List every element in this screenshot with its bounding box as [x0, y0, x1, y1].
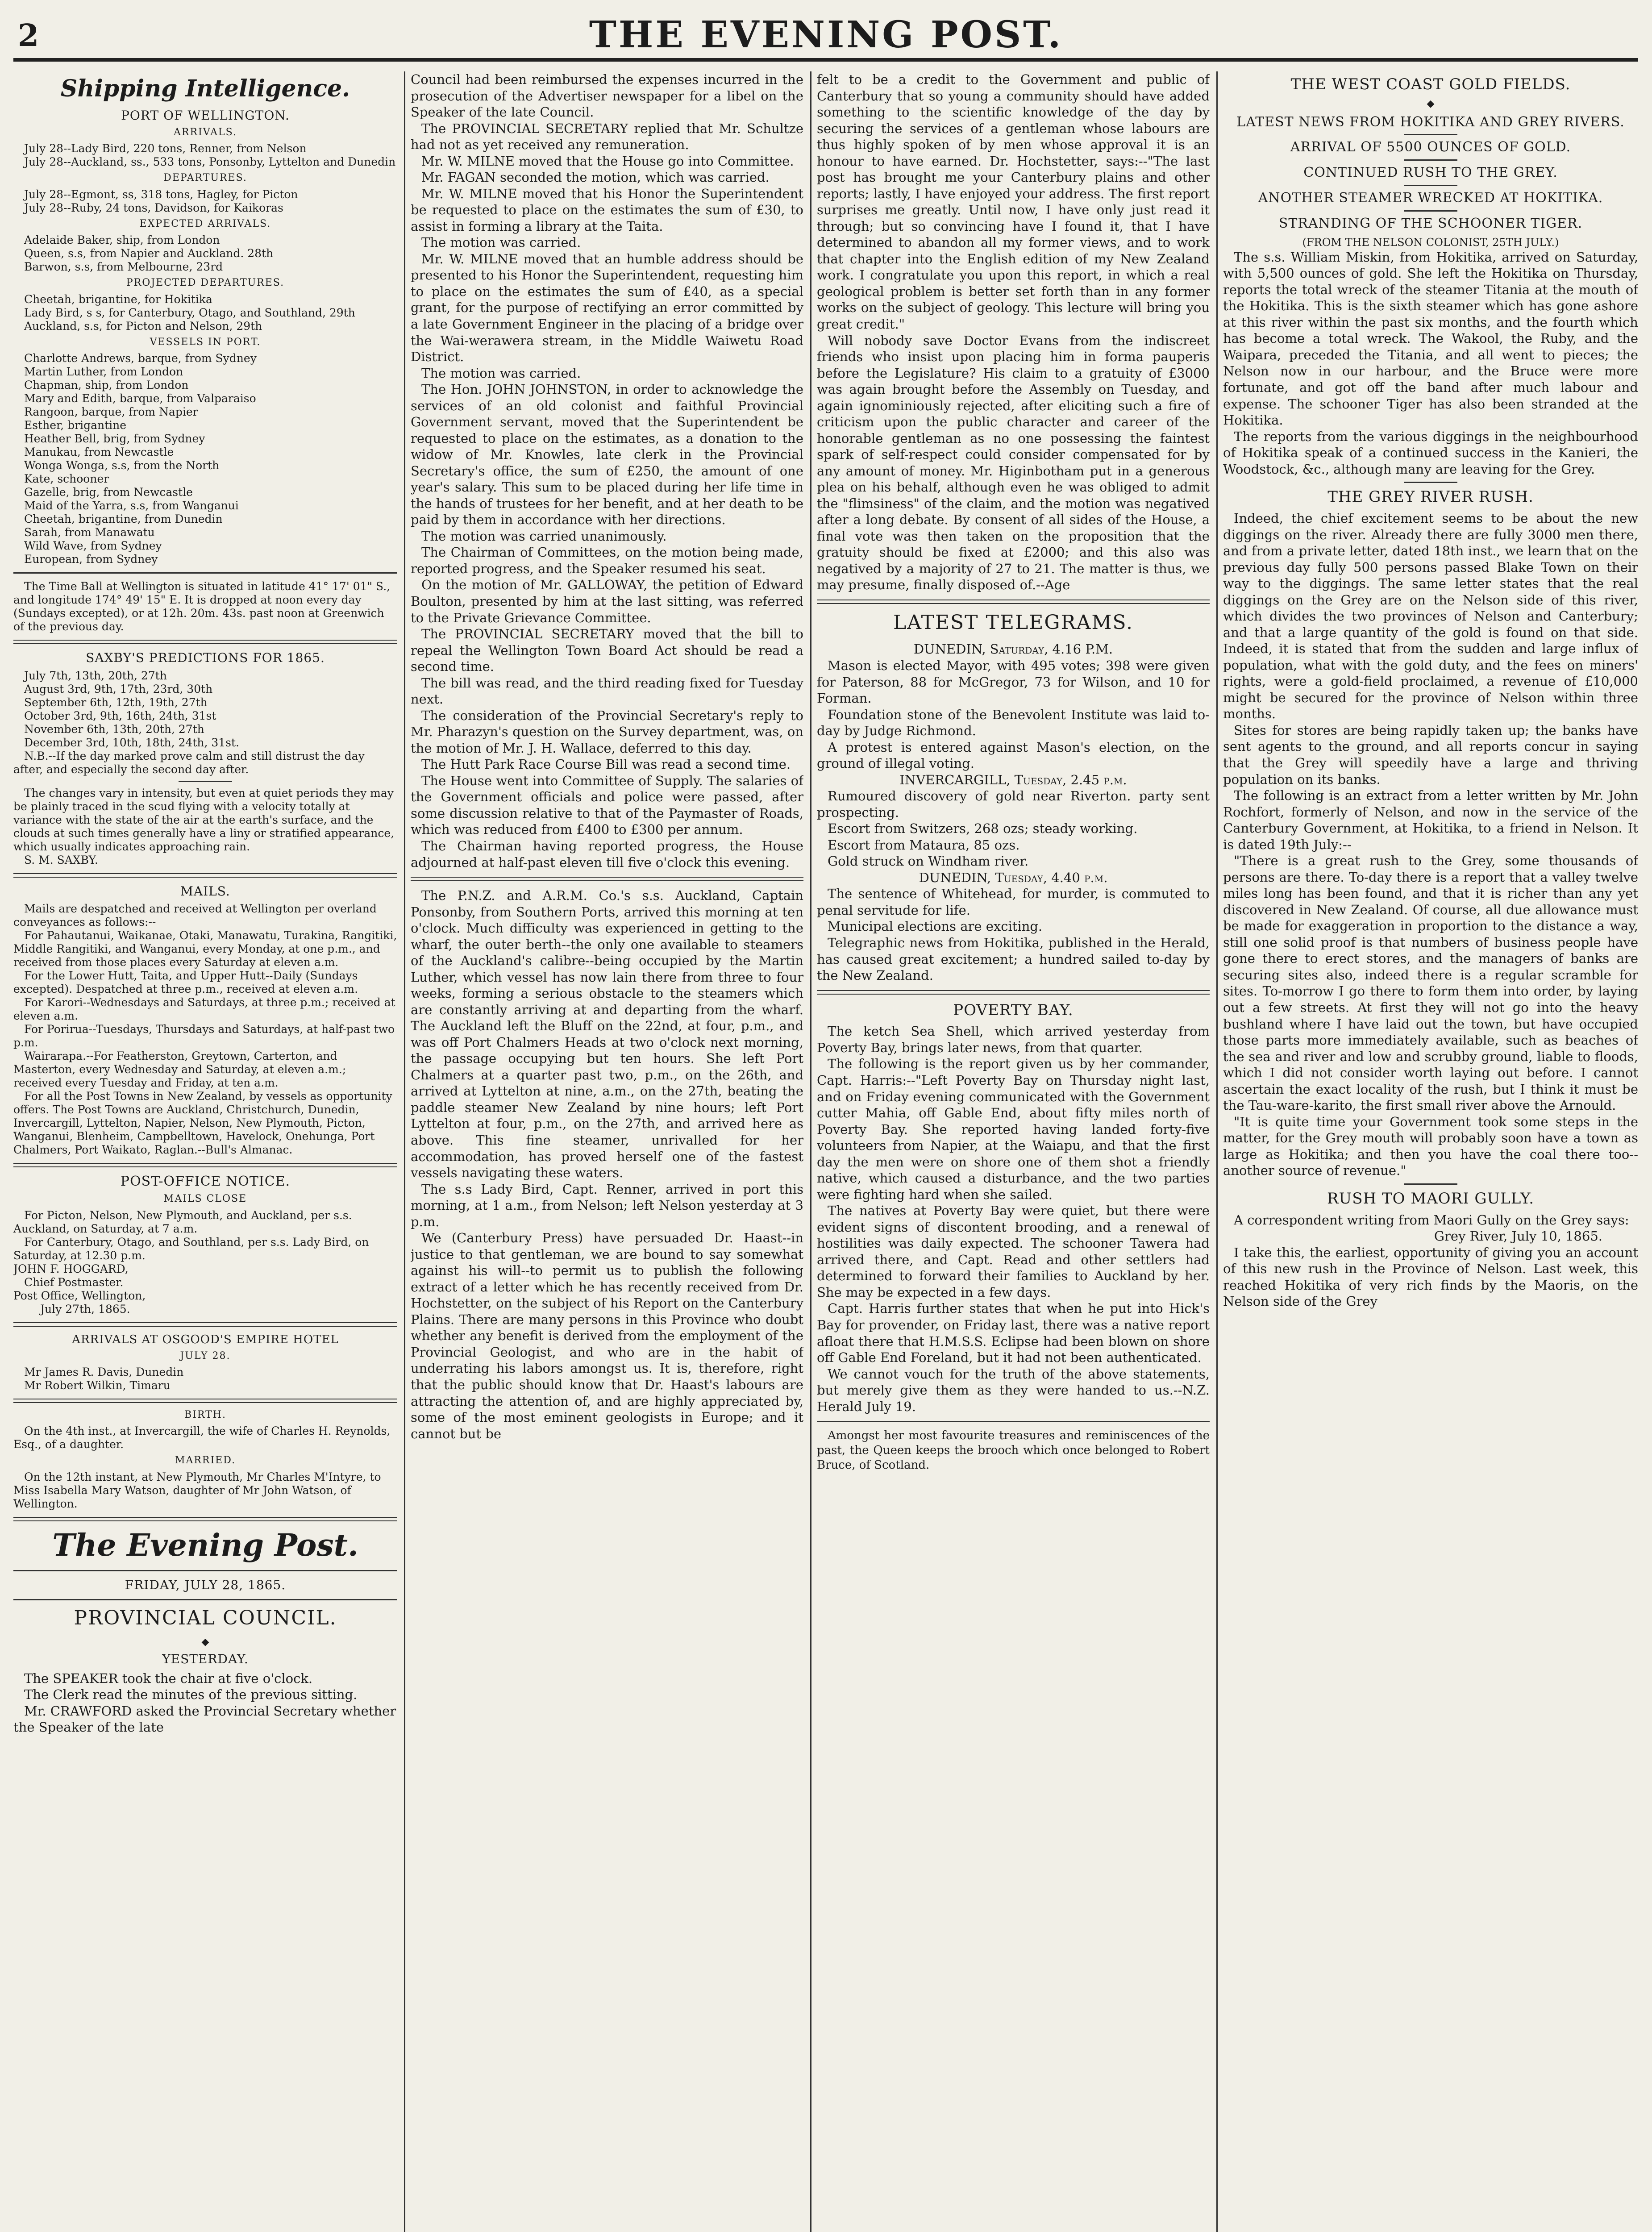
divider	[817, 1421, 1210, 1422]
departures-label: DEPARTURES.	[163, 172, 247, 184]
telegram-paragraph: Escort from Mataura, 85 ozs.	[828, 837, 1020, 853]
telegram-paragraph: The sentence of Whitehead, for murder, is commuted to penal servitude for life.	[817, 886, 1210, 918]
yesterday-label: YESTERDAY.	[162, 1652, 249, 1667]
telegram-paragraph: Rumoured discovery of gold near Riverton. party sent prospecting.	[817, 788, 1210, 820]
council-paragraph: Mr. CRAWFORD asked the Provincial Secretary whether the Speaker of the late	[13, 1703, 396, 1735]
article-paragraph: "There is a great rush to the Grey, some thousands of persons are there. To-day there is a report that a valley twelve miles long has been found, and that it is richer than any yet discovered in New Zealand. Of course, all due allowance must be made for exaggeration in proportion to the distance a way, still one solid proof is that numbers of business people have gone there to erect stores, and the managers of banks are securing sites also, indeed there is a regular scramble for sites. To-morrow I go there to form them into order, by laying out a few streets. At first they will not go into the heavy bushland where I have laid out the town, but have occupied those parts more immediately available, such as beaches of the sea and river and low and scrubby ground, liable to floods, which I did not consider worth laying out before. I cannot ascertain the exact locality of the rush, but I think it must be the Tau-ware-karito, the first small river above the Arnould.	[1223, 853, 1638, 1113]
list-item: October 3rd, 9th, 16th, 24th, 31st	[24, 709, 216, 722]
list-item: July 28--Ruby, 24 tons, Davidson, for Kaikoras	[24, 201, 283, 214]
article-paragraph: The motion was carried.	[421, 365, 581, 381]
column-4	[1223, 71, 1638, 2232]
divider	[1404, 210, 1457, 212]
projected-list	[13, 293, 397, 333]
article-paragraph: I take this, the earliest, opportunity of giving you an account of this new rush in the Province of Nelson. Last week, this reached Hokitika of very rich finds by the Maoris, on the Nelson side of the Grey	[1223, 1245, 1638, 1309]
list-item: Cheetah, brigantine, from Dunedin	[24, 512, 223, 525]
page-header	[0, 0, 1652, 67]
post-office-paragraph: For Picton, Nelson, New Plymouth, and Auckland, per s.s. Auckland, on Saturday, at 7 a.m.	[13, 1208, 352, 1235]
list-item: Gazelle, brig, from Newcastle	[24, 485, 193, 499]
article-paragraph: The bill was read, and the third reading fixed for Tuesday next.	[411, 675, 803, 707]
list-item: Mary and Edith, barque, from Valparaiso	[24, 391, 256, 405]
article-paragraph: On the motion of Mr. GALLOWAY, the petition of Edward Boulton, presented by him at the last sitting, was referred to the Private Grievance Committee.	[411, 577, 803, 625]
article-paragraph: Mr. W. MILNE moved that the House go into Committee.	[421, 153, 794, 169]
ornament-icon: ◆	[201, 1636, 209, 1648]
hotel-arrivals-date: JULY 28.	[180, 1350, 231, 1362]
article-paragraph: Council had been reimbursed the expenses incurred in the prosecution of the Advertiser newspaper for a libel on the Speaker of the late Council.	[411, 72, 803, 120]
mails-paragraph: For Pahautanui, Waikanae, Otaki, Manawatu, Turakina, Rangitiki, Middle Rangitiki, and Wanganui, every Monday, at one p.m., and received from those places every Saturday at eleven a.m.	[13, 929, 397, 969]
list-item: Martin Luther, from London	[24, 365, 183, 378]
projected-label: PROJECTED DEPARTURES.	[126, 277, 285, 289]
saxby-signature: S. M. SAXBY.	[24, 853, 98, 866]
header-rule	[13, 58, 1638, 62]
post-office-date: July 27th, 1865.	[40, 1302, 130, 1316]
hotel-arrivals-list	[13, 1366, 397, 1392]
mails-close-label: MAILS CLOSE	[163, 1193, 247, 1205]
mails-paragraph: For Porirua--Tuesdays, Thursdays and Saturdays, at half-past two p.m.	[13, 1023, 395, 1049]
vessels-label: VESSELS IN PORT.	[150, 336, 261, 348]
article-paragraph: Mr. W. MILNE moved that an humble address should be presented to his Honor the Superintendent, requesting him to place on the estimates the sum of £40, as a special grant, for the purpose of rectifying an error committed by a late Government Engineer in the placing of a bridge over the Wai-werawera stream, in the Middle Waiwetu Road District.	[411, 251, 803, 365]
list-item: Auckland, s.s, for Picton and Nelson, 29th	[24, 319, 262, 333]
list-item: Chapman, ship, from London	[24, 378, 189, 391]
port-title: PORT OF WELLINGTON.	[121, 108, 290, 123]
maori-gully-title: RUSH TO MAORI GULLY.	[1327, 1189, 1535, 1208]
masthead: THE EVENING POST.	[589, 13, 1063, 56]
source-line: (FROM THE NELSON COLONIST, 25TH JULY.)	[1302, 236, 1559, 249]
article-paragraph: The motion was carried.	[421, 235, 581, 250]
telegram-paragraph: Municipal elections are exciting.	[828, 919, 1043, 934]
list-item: Kate, schooner	[24, 472, 109, 485]
article-paragraph: The reports from the various diggings in the neighbourhood of Hokitika speak of a continued success in the Kanieri, the Woodstock, &c., although many are leaving for the Grey.	[1223, 429, 1638, 477]
telegram-dateline: INVERCARGILL, Tuesday, 2.45 p.m.	[899, 772, 1127, 787]
article-paragraph: Capt. Harris further states that when he put into Hick's Bay for provender, on Friday last, there was a native report afloat there that H.M.S.S. Eclipse had been blown on shore off Gable End Foreland, but it had not been authenticated.	[817, 1301, 1210, 1366]
gold-fields-title: THE WEST COAST GOLD FIELDS.	[1290, 75, 1571, 93]
expected-list	[13, 233, 397, 274]
divider	[13, 572, 397, 574]
column-3	[817, 71, 1210, 2232]
list-item: Mr James R. Davis, Dunedin	[24, 1366, 184, 1379]
list-item: Heather Bell, brig, from Sydney	[24, 432, 205, 445]
list-item: November 6th, 13th, 20th, 27th	[24, 722, 204, 736]
article-paragraph: The House went into Committee of Supply. The salaries of the Government officials and police were passed, after some discussion relative to that of the Paymaster of Roads, which was reduced from £400 to £300 per annum.	[411, 773, 803, 837]
mails-paragraph: For all the Post Towns in New Zealand, by vessels as opportunity offers. The Post Towns are Auckland, Christchurch, Dunedin, Invercargill, Lyttelton, Napier, Nelson, New Plymouth, Picton, Wanganui, Blenheim, Campbelltown, Havelock, Onehunga, Port Chalmers, Port Waikato, Raglan.--Bull's Almanac.	[13, 1090, 392, 1157]
list-item: Mr Robert Wilkin, Timaru	[24, 1379, 171, 1392]
vessels-list	[13, 352, 397, 566]
mails-paragraph: For Karori--Wednesdays and Saturdays, at three p.m.; received at eleven a.m.	[13, 996, 395, 1023]
column-divider	[404, 71, 405, 2232]
council-title: PROVINCIAL COUNCIL.	[74, 1607, 337, 1630]
list-item: Rangoon, barque, from Napier	[24, 405, 198, 418]
saxby-nb: N.B.--If the day marked prove calm and still distrust the day after, and especially the second day after.	[13, 749, 365, 776]
birth-notice: On the 4th inst., at Invercargill, the wife of Charles H. Reynolds, Esq., of a daughter.	[13, 1424, 391, 1451]
list-item: July 28--Lady Bird, 220 tons, Renner, from Nelson	[24, 142, 307, 155]
subheading: LATEST NEWS FROM HOKITIKA AND GREY RIVERS.	[1236, 114, 1625, 130]
divider	[13, 1163, 397, 1167]
married-notice: On the 12th instant, at New Plymouth, Mr Charles M'Intyre, to Miss Isabella Mary Watson, daughter of Mr John Watson, of Wellington.	[13, 1470, 381, 1510]
article-paragraph: The following is the report given us by her commander, Capt. Harris:--"Left Poverty Bay on Thursday night last, and on Friday evening communicated with the Government cutter Mahia, off Gable End, about fifty miles north of Poverty Bay. She reported having landed forty-five volunteers from Napier, at the Waiapu, and that the first day the men were on shore one of them shot a friendly native, which caused a disturbance, and the two parties were fighting hard when she sailed.	[817, 1056, 1210, 1202]
article-paragraph: The ketch Sea Shell, which arrived yesterday from Poverty Bay, brings later news, from that quarter.	[817, 1024, 1210, 1055]
list-item: Wonga Wonga, s.s, from the North	[24, 458, 220, 472]
article-paragraph: "It is quite time your Government took some steps in the matter, for the Grey mouth will probably soon have a town as large as Hokitika; and then you have the coal there too--another source of revenue."	[1223, 1114, 1638, 1178]
column-1	[13, 71, 397, 2232]
mails-title: MAILS.	[180, 883, 230, 899]
article-paragraph: The following is an extract from a letter written by Mr. John Rochfort, formerly of Nelson, and now in the service of the Canterbury Government, at Hokitika, to a friend in Nelson. It is dated 19th July:--	[1223, 788, 1638, 852]
saxby-changes: The changes vary in intensity, but even at quiet periods they may be plainly traced in the scud flying with a velocity totally at variance with the state of the air at the earth's surface, and the clouds at such times generally have a liny or stratified appearance, which usually indicates approaching rain.	[13, 786, 395, 853]
postmaster-name: JOHN F. HOGGARD,	[13, 1262, 129, 1275]
arrivals-list	[13, 142, 397, 169]
divider	[13, 873, 397, 878]
article-paragraph: The Hon. JOHN JOHNSTON, in order to acknowledge the services of an old colonist and faithful Provincial Government servant, moved that the Superintendent be requested to place on the estimates, as a donation to the widow of Mr. Knowles, late clerk in the Provincial Secretary's office, the sum of £250, the amount of one year's salary. This sum to be placed during her life time in the hands of trustees for her benefit, and at her death to be paid by them in accordance with her directions.	[411, 382, 803, 528]
article-paragraph: A correspondent writing from Maori Gully on the Grey says:	[1234, 1212, 1629, 1228]
divider	[13, 1517, 397, 1521]
list-item: September 6th, 12th, 19th, 27th	[24, 695, 208, 709]
list-item: Maid of the Yarra, s.s, from Wanganui	[24, 499, 239, 512]
list-item: Queen, s.s, from Napier and Auckland. 28th	[24, 247, 274, 260]
divider	[13, 1322, 397, 1327]
list-item: July 28--Auckland, ss., 533 tons, Ponsonby, Lyttelton and Dunedin	[24, 155, 396, 169]
mails-paragraph: Wairarapa.--For Featherston, Greytown, Carterton, and Masterton, every Wednesday and Saturday, at eleven a.m.; received every Tuesday and Friday, at ten a.m.	[13, 1049, 346, 1090]
divider	[13, 1399, 397, 1403]
post-office-place: Post Office, Wellington,	[13, 1289, 146, 1302]
telegram-paragraph: Escort from Switzers, 268 ozs; steady working.	[828, 821, 1138, 837]
saxby-dates	[13, 669, 397, 750]
mails-paragraph: For the Lower Hutt, Taita, and Upper Hutt--Daily (Sundays excepted). Despatched at three p.m., received at eleven a.m.	[13, 969, 358, 996]
post-office-paragraph: For Canterbury, Otago, and Southland, per s.s. Lady Bird, on Saturday, at 12.30 p.m.	[13, 1235, 369, 1262]
arrivals-label: ARRIVALS.	[174, 126, 237, 138]
divider	[179, 781, 232, 782]
article-paragraph: The consideration of the Provincial Secretary's reply to Mr. Pharazyn's question on the Survey department, was, on the motion of Mr. J. H. Wallace, deferred to this day.	[411, 708, 803, 756]
article-paragraph: The PROVINCIAL SECRETARY moved that the bill to repeal the Wellington Town Board Act should be read a second time.	[411, 626, 803, 675]
departures-list	[13, 188, 397, 215]
poverty-bay-title: POVERTY BAY.	[953, 1001, 1074, 1019]
list-item: July 28--Egmont, ss, 318 tons, Hagley, for Picton	[24, 187, 298, 201]
article-paragraph: We cannot vouch for the truth of the above statements, but merely give them as they were handed to us.--N.Z. Herald July 19.	[817, 1366, 1210, 1414]
council-paragraph: The Clerk read the minutes of the previous sitting.	[24, 1687, 358, 1703]
paper-title: The Evening Post.	[52, 1527, 358, 1563]
article-paragraph: Mr. W. MILNE moved that his Honor the Superintendent be requested to place on the estimates the sum of £30, to assist in forming a library at the Taita.	[411, 186, 803, 234]
list-item: August 3rd, 9th, 17th, 23rd, 30th	[24, 682, 213, 695]
list-item: Esther, brigantine	[24, 418, 127, 432]
article-paragraph: The s.s. William Miskin, from Hokitika, arrived on Saturday, with 5,500 ounces of gold. She left the Hokitika on Thursday, reports the total wreck of the steamer Titania at the mouth of the Hokitika. This is the sixth steamer which has gone ashore at this river within the past six months, and the fourth which has become a total wreck. The Wakool, the Ruby, and the Waipara, preceded the Titania, and all went to pieces; the Nelson now in our harbour, and the Bruce were more fortunate, and got off the band after much labour and expense. The schooner Tiger has also been stranded at the Hokitika.	[1223, 249, 1638, 428]
postmaster-title: Chief Postmaster.	[24, 1275, 124, 1289]
column-divider	[1216, 71, 1218, 2232]
article-paragraph: The P.N.Z. and A.R.M. Co.'s s.s. Auckland, Captain Ponsonby, from Southern Ports, arrived this morning at ten o'clock. Much difficulty was experienced in getting to the wharf, the outer berth--the only one available to steamers of the Auckland's calibre--being occupied by the Martin Luther, which vessel has now lain there from three to four weeks, forming a serious obstacle to the steamers which are constantly arriving at and departing from the wharf. The Auckland left the Bluff on the 22nd, at four, p.m., and was off Port Chalmers Heads at two o'clock next morning, the passage occupying but ten hours. She left Port Chalmers at a quarter past two, p.m., on the 26th, and arrived at Lyttelton at nine, a.m., on the 27th, beating the paddle steamer New Zealand by nine hours; left Port Lyttelton at four, p.m., on the 27th, and arrived here as above. This fine steamer, unrivalled for her accommodation, has proved herself one of the fastest vessels navigating these waters.	[411, 888, 803, 1181]
article-paragraph: Mr. FAGAN seconded the motion, which was carried.	[421, 170, 770, 185]
list-item: Wild Wave, from Sydney	[24, 539, 162, 552]
article-paragraph: The natives at Poverty Bay were quiet, but there were evident signs of discontent brooding, and a renewal of hostilities was daily expected. The schooner Tawera had arrived there, and Capt. Read and other settlers had determined to forward their families to Auckland by her. She may be expected in a few days.	[817, 1203, 1210, 1300]
expected-label: EXPECTED ARRIVALS.	[139, 218, 271, 229]
subheading: ANOTHER STEAMER WRECKED AT HOKITIKA.	[1258, 190, 1603, 206]
page-number: 2	[18, 18, 39, 54]
article-paragraph: Will nobody save Doctor Evans from the indiscreet friends who insist upon placing him in forma pauperis before the Legislature? His claim to a gratuity of £3000 was again brought before the Assembly on Tuesday, and again ignominiously rejected, after eliciting such a fire of criticism upon the public character and career of the honorable gentleman as no one possessing the faintest spark of self-respect could consider compensated for by any amount of money. Mr. Higinbotham put in a generous plea on his behalf, although even he was obliged to admit the "flimsiness" of the claim, and the motion was negatived after a long debate. By consent of all sides of the House, a final vote was then taken on the proposition that the gratuity should be fixed at £2000; and this also was negatived by a majority of 27 to 21. The matter is thus, we may presume, finally disposed of.--Age	[817, 333, 1210, 593]
list-item: European, from Sydney	[24, 552, 158, 566]
saxby-title: SAXBY'S PREDICTIONS FOR 1865.	[86, 650, 325, 665]
telegram-paragraph: Foundation stone of the Benevolent Institute was laid to-day by Judge Richmond.	[817, 707, 1210, 739]
married-title: MARRIED.	[175, 1455, 236, 1466]
list-item: Manukau, from Newcastle	[24, 445, 174, 458]
list-item: Charlotte Andrews, barque, from Sydney	[24, 351, 257, 365]
column-2	[411, 71, 803, 2232]
grey-river-title: THE GREY RIVER RUSH.	[1327, 488, 1534, 506]
divider	[1404, 482, 1457, 483]
telegram-paragraph: Telegraphic news from Hokitika, published in the Herald, has caused great excitement; a hundred sailed to-day by the New Zealand.	[817, 935, 1210, 983]
divider	[817, 600, 1210, 604]
list-item: July 7th, 13th, 20th, 27th	[24, 669, 167, 682]
divider	[1404, 159, 1457, 161]
list-item: Barwon, s.s, from Melbourne, 23rd	[24, 260, 223, 274]
telegrams-title: LATEST TELEGRAMS.	[893, 611, 1133, 634]
article-paragraph: The Hutt Park Race Course Bill was read a second time.	[421, 757, 791, 772]
telegram-dateline: DUNEDIN, Tuesday, 4.40 p.m.	[919, 870, 1108, 885]
divider	[13, 1599, 397, 1600]
divider	[1404, 185, 1457, 186]
telegram-dateline: DUNEDIN, Saturday, 4.16 P.M.	[913, 641, 1113, 657]
divider	[411, 877, 803, 881]
mails-intro: Mails are despatched and received at Wellington per overland conveyances as follows:--	[13, 902, 377, 929]
article-paragraph: The s.s Lady Bird, Capt. Renner, arrived in port this morning, at 1 a.m., from Nelson; left Nelson yesterday at 3 p.m.	[411, 1181, 803, 1229]
article-paragraph: Amongst her most favourite treasures and reminiscences of the past, the Queen keeps the brooch which once belonged to Robert Bruce, of Scotland.	[817, 1429, 1210, 1472]
list-item: Lady Bird, s s, for Canterbury, Otago, and Southland, 29th	[24, 306, 355, 319]
list-item: Adelaide Baker, ship, from London	[24, 233, 220, 247]
divider	[817, 990, 1210, 995]
shipping-title: Shipping Intelligence.	[60, 75, 350, 102]
post-office-title: POST-OFFICE NOTICE.	[120, 1174, 291, 1190]
article-paragraph: felt to be a credit to the Government and public of Canterbury that so young a community should have added something to the scientific knowledge of the day by securing the services of a gentleman whose labours are thus highly spoken of by men whose approval it is an honour to have earned. Dr. Hochstetter, says:--"The last post has brought me your Canterbury plains and other reports; lastly, I have enjoyed your address. The first report surprises me greatly. Until now, I have only just read it through; but so convincing have I found it, that I have determined to abandon all my former views, and to work that chapter into the English edition of my New Zealand work. I congratulate you upon this report, in which a real geological problem is better set forth than in any former works on the subject of geology. This lecture will bring you great credit."	[817, 72, 1210, 332]
divider	[1404, 1183, 1457, 1185]
ornament-icon: ◆	[1427, 98, 1435, 109]
subheading: CONTINUED RUSH TO THE GREY.	[1303, 165, 1558, 181]
column-divider	[810, 71, 811, 2232]
divider	[13, 640, 397, 644]
article-paragraph: The Chairman of Committees, on the motion being made, reported progress, and the Speaker resumed his seat.	[411, 545, 803, 576]
hotel-arrivals-title: ARRIVALS AT OSGOOD'S EMPIRE HOTEL	[72, 1333, 339, 1346]
birth-title: BIRTH.	[184, 1409, 226, 1421]
divider	[1404, 134, 1457, 135]
article-paragraph: We (Canterbury Press) have persuaded Dr. Haast--in justice to that gentleman, we are bound to say somewhat against his will--to permit us to publish the following extract of a letter which he has recently received from Dr. Hochstetter, on the subject of his Report on the Canterbury Plains. There are many persons in this Province who doubt whether any benefit is derived from the employment of the Provincial Geologist, and who are in the habit of underrating his labors amongst us. It is, therefore, right that the public should know that Dr. Haast's labours are attracting the attention of, and are highly appreciated by, some of the most eminent geologists in Europe; and it cannot but be	[411, 1230, 803, 1441]
article-paragraph: The Chairman having reported progress, the House adjourned at half-past eleven till five o'clock this evening.	[411, 838, 803, 870]
list-item: December 3rd, 10th, 18th, 24th, 31st.	[24, 736, 239, 749]
telegram-paragraph: Gold struck on Windham river.	[828, 854, 1029, 869]
divider	[13, 1570, 397, 1571]
subheading: ARRIVAL OF 5500 OUNCES OF GOLD.	[1290, 139, 1571, 155]
timeball-notice: The Time Ball at Wellington is situated in latitude 41° 17' 01" S., and longitude 174° 49' 15" E. It is dropped at noon every day (Sundays excepted), or at 12h. 20m. 43s. past noon at Greenwich of the previous day.	[13, 579, 391, 633]
telegram-paragraph: Mason is elected Mayor, with 495 votes; 398 were given for Paterson, 88 for McGregor, 73 for Wilson, and 10 for Forman.	[817, 658, 1210, 706]
article-paragraph: The motion was carried unanimously.	[421, 528, 667, 544]
council-paragraph: The SPEAKER took the chair at five o'clock.	[24, 1670, 313, 1686]
list-item: Cheetah, brigantine, for Hokitika	[24, 292, 212, 306]
date-line: FRIDAY, JULY 28, 1865.	[125, 1578, 286, 1593]
article-paragraph: Sites for stores are being rapidly taken up; the banks have sent agents to the ground, and all reports concur in saying that the Grey will speedily have a large and thriving population on its banks.	[1223, 722, 1638, 787]
article-paragraph: Indeed, the chief excitement seems to be about the new diggings on the river. Already there are fully 3000 men there, and from a private letter, dated 18th inst., we learn that on the previous day fully 500 persons passed Blake Town on their way to the diggings. The same letter states that the real diggings on the Grey are on the Nelson side of this river, which divides the two provinces of Nelson and Canterbury; and that a large quantity of the gold is found on that side. Indeed, it is stated that from the sudden and large influx of population, what with the gold duty, and the fees on miners' rights, were a gold-field proclaimed, a revenue of £10,000 might be secured for the province of Nelson within three months.	[1223, 511, 1638, 722]
subheading: STRANDING OF THE SCHOONER TIGER.	[1278, 215, 1583, 231]
list-item: Sarah, from Manawatu	[24, 525, 155, 539]
article-paragraph: The PROVINCIAL SECRETARY replied that Mr. Schultze had not as yet received any remuneration.	[411, 121, 803, 153]
letter-dateline: Grey River, July 10, 1865.	[1434, 1228, 1602, 1244]
telegram-paragraph: A protest is entered against Mason's election, on the ground of illegal voting.	[817, 739, 1210, 771]
